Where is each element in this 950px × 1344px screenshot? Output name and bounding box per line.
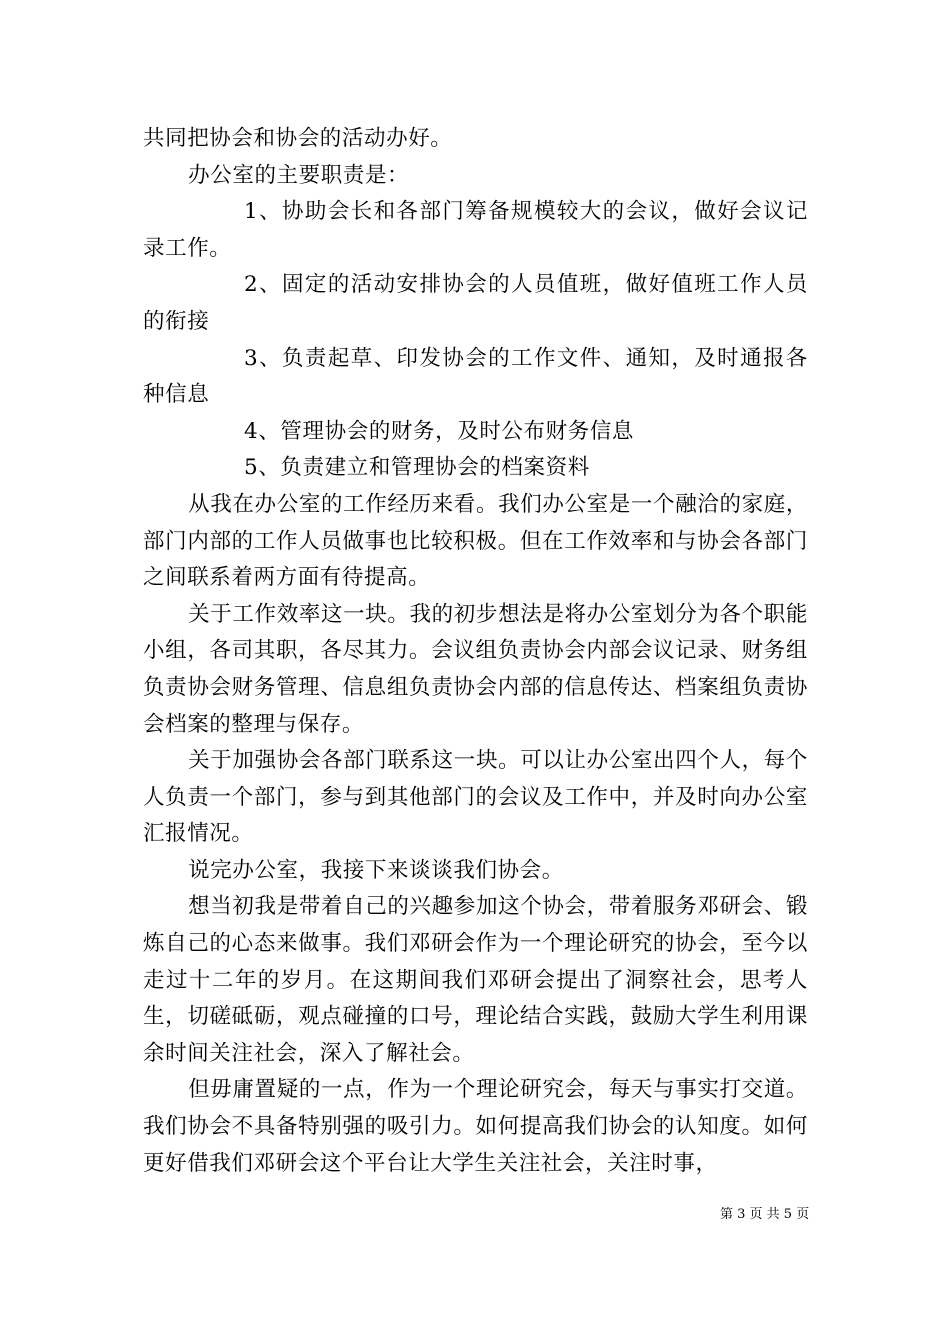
duty-item-2: 2、固定的活动安排协会的人员值班，做好值班工作人员的衔接 — [143, 272, 808, 334]
paragraph-2: 办公室的主要职责是： — [188, 162, 410, 188]
paragraph-office-experience: 从我在办公室的工作经历来看。我们办公室是一个融洽的家庭，部门内部的工作人员做事也比较积极。但在工作效率和与协会各部门之间联系着两方面有待提高。 — [143, 491, 808, 591]
duty-item-1: 1、协助会长和各部门筹备规模较大的会议，做好会议记录工作。 — [143, 199, 808, 261]
duty-item-3: 3、负责起草、印发协会的工作文件、通知，及时通报各种信息 — [143, 345, 808, 408]
duty-item-5: 5、负责建立和管理协会的档案资料 — [244, 455, 590, 481]
document-body — [143, 121, 808, 1182]
paragraph-work-efficiency: 关于工作效率这一块。我的初步想法是将办公室划分为各个职能小组，各司其职，各尽其力。会议组负责协会内部会议记录、财务组负责协会财务管理、信息组负责协会内部的信息传达、档案组负责协会档案的整理与保存。 — [143, 601, 808, 737]
page-number-footer: 第 3 页 共 5 页 — [720, 1207, 810, 1222]
paragraph-transition: 说完办公室，我接下来谈谈我们协会。 — [188, 857, 564, 883]
paragraph-association-challenge: 但毋庸置疑的一点，作为一个理论研究会，每天与事实打交道。我们协会不具备特别强的吸引力。如何提高我们协会的认知度。如何更好借我们邓研会这个平台让大学生关注社会，关注时事， — [143, 1077, 808, 1176]
paragraph-association-history: 想当初我是带着自己的兴趣参加这个协会，带着服务邓研会、锻炼自己的心态来做事。我们邓研会作为一个理论研究的协会，至今以走过十二年的岁月。在这期间我们邓研会提出了洞察社会，思考人生，切磋砥砺，观点碰撞的口号，理论结合实践，鼓励大学生利用课余时间关注社会，深入了解社会。 — [143, 894, 808, 1066]
paragraph-1: 共同把协会和协会的活动办好。 — [143, 126, 453, 151]
duty-item-4: 4、管理协会的财务，及时公布财务信息 — [244, 418, 635, 444]
paragraph-department-contact: 关于加强协会各部门联系这一块。可以让办公室出四个人，每个人负责一个部门，参与到其他部门的会议及工作中，并及时向办公室汇报情况。 — [143, 748, 808, 847]
